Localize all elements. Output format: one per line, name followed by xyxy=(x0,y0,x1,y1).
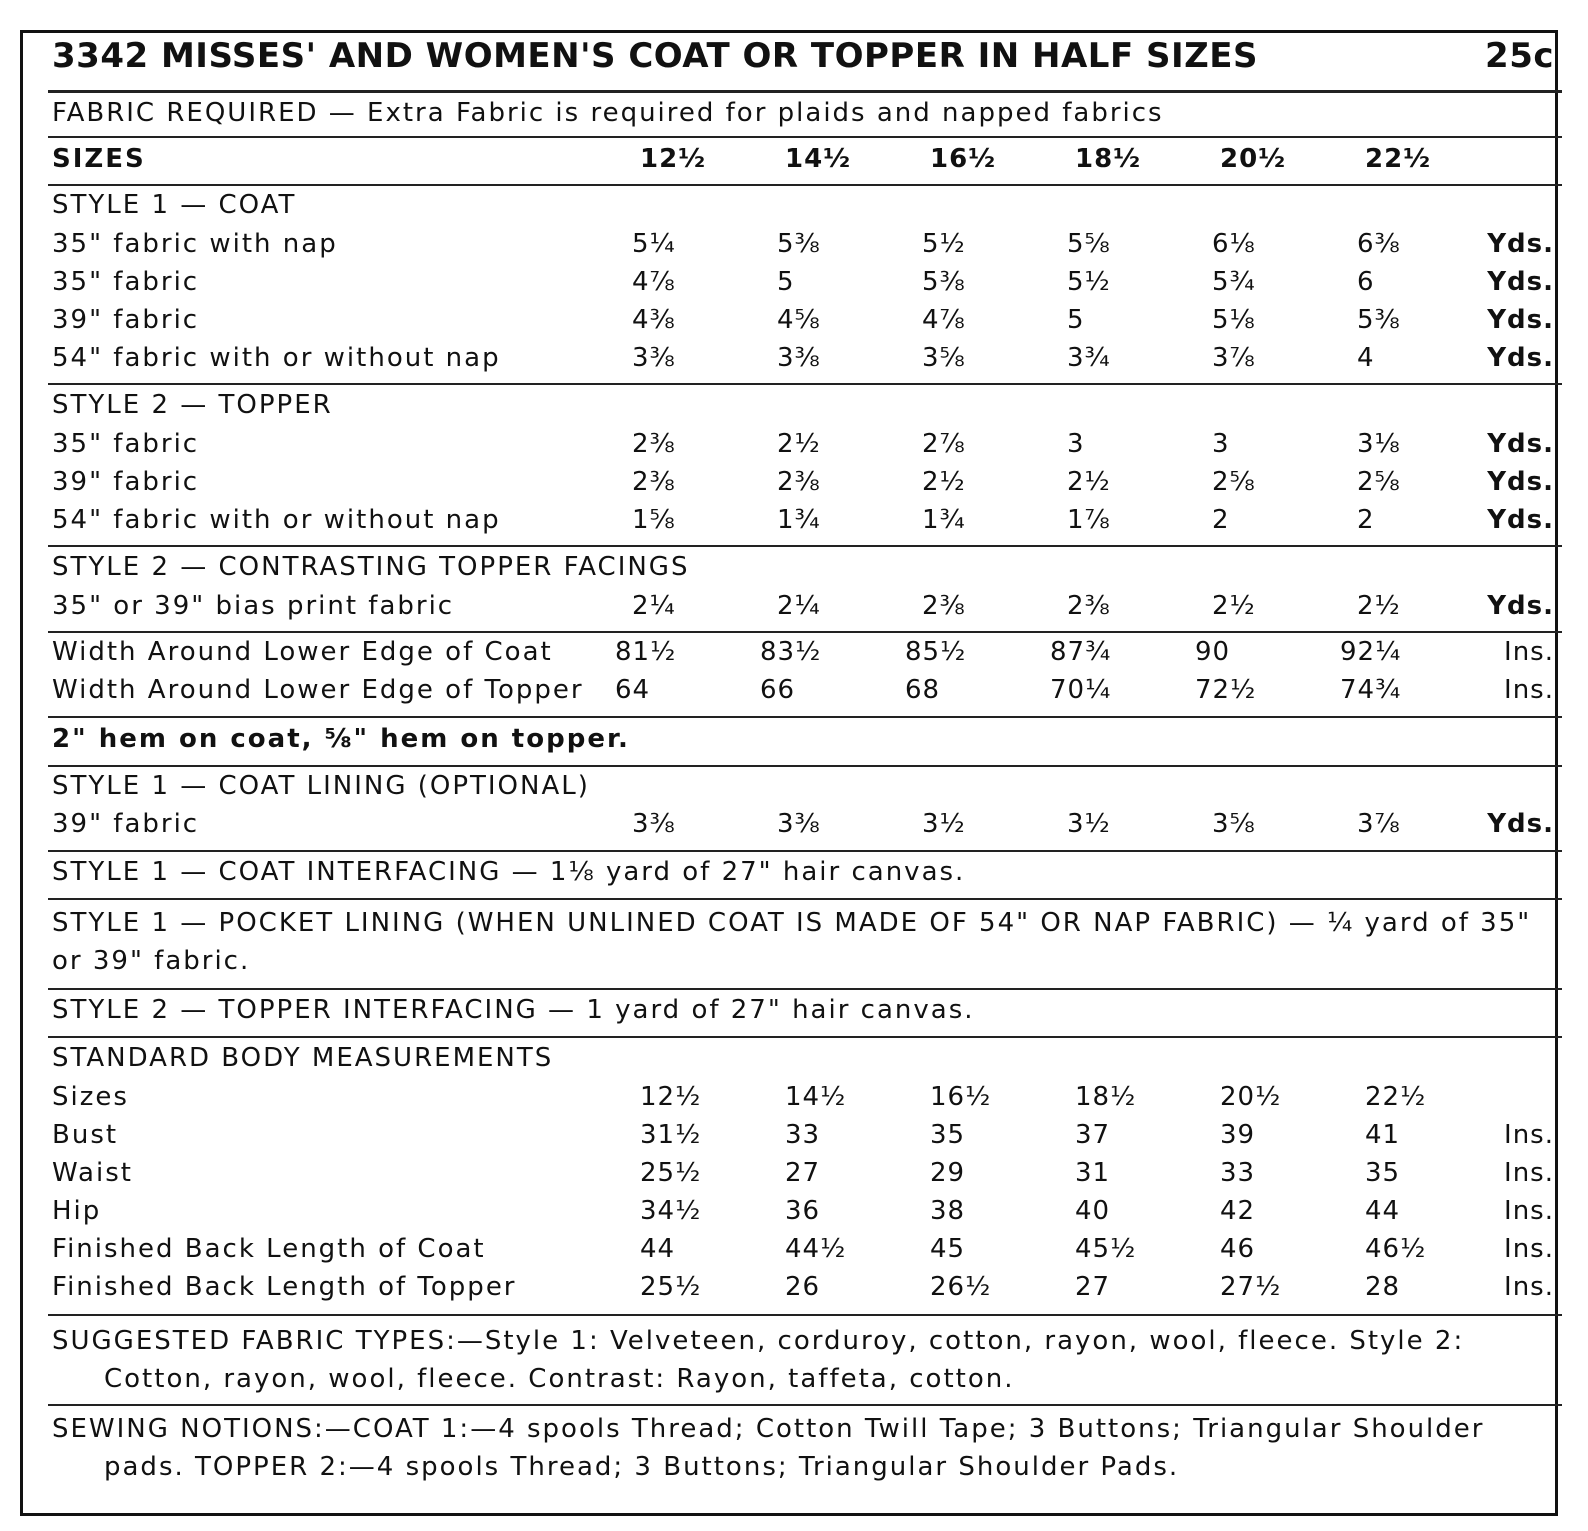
value-cell: 26 xyxy=(785,1272,821,1302)
divider xyxy=(48,765,1562,767)
width-row xyxy=(52,675,1554,709)
divider xyxy=(48,1314,1562,1316)
yardage-row xyxy=(52,343,1554,377)
pattern-title: 3342 MISSES' AND WOMEN'S COAT OR TOPPER IN HALF SIZES xyxy=(52,36,1259,76)
value-cell: 6 xyxy=(1357,267,1375,297)
divider xyxy=(48,90,1562,93)
sizes-header-row xyxy=(52,144,1554,178)
row-label: 35" or 39" bias print fabric xyxy=(52,591,455,621)
measurement-row xyxy=(52,1120,1554,1154)
value-cell: 35 xyxy=(1365,1158,1401,1188)
value-cell: 1⅞ xyxy=(1067,505,1111,535)
value-cell: 2½ xyxy=(1212,591,1256,621)
value-cell: 3⅜ xyxy=(777,809,821,839)
row-label: Finished Back Length of Coat xyxy=(52,1234,486,1264)
value-cell: 2¼ xyxy=(777,591,821,621)
yardage-row xyxy=(52,429,1554,463)
value-cell: 40 xyxy=(1075,1196,1111,1226)
value-cell: 12½ xyxy=(640,1082,702,1112)
value-cell: 64 xyxy=(615,675,651,705)
unit-label: Ins. xyxy=(1504,1272,1554,1302)
value-cell: 83½ xyxy=(760,637,822,667)
value-cell: 5⅛ xyxy=(1212,305,1256,335)
value-cell: 2⅞ xyxy=(922,429,966,459)
row-label: 39" fabric xyxy=(52,467,200,497)
yardage-row xyxy=(52,467,1554,501)
size-cell: 12½ xyxy=(640,144,707,174)
coat-interfacing-note: STYLE 1 — COAT INTERFACING — 1⅛ yard of 27" hair canvas. xyxy=(52,857,966,887)
width-row xyxy=(52,637,1554,671)
value-cell: 25½ xyxy=(640,1272,702,1302)
value-cell: 2¼ xyxy=(632,591,676,621)
unit-label: Yds. xyxy=(1487,809,1554,839)
value-cell: 1¾ xyxy=(777,505,821,535)
value-cell: 3¾ xyxy=(1067,343,1111,373)
suggested-fabrics-note: SUGGESTED FABRIC TYPES:—Style 1: Velveteen, corduroy, cotton, rayon, wool, fleece. Style 2: Cotton, rayon, wool, fleece. Contrast: Rayon, taffeta, cotton. xyxy=(52,1326,1465,1394)
value-cell: 5⅜ xyxy=(1357,305,1401,335)
divider xyxy=(48,850,1562,852)
value-cell: 4 xyxy=(1357,343,1375,373)
value-cell: 92¼ xyxy=(1340,637,1402,667)
value-cell: 85½ xyxy=(905,637,967,667)
value-cell: 5⅜ xyxy=(777,229,821,259)
value-cell: 2½ xyxy=(1067,467,1111,497)
unit-label: Yds. xyxy=(1487,343,1554,373)
fabric-required-note: FABRIC REQUIRED — Extra Fabric is required for plaids and napped fabrics xyxy=(52,98,1164,128)
sewing-notions-note: SEWING NOTIONS:—COAT 1:—4 spools Thread; Cotton Twill Tape; 3 Buttons; Triangular Shoulder pads. TOPPER 2:—4 spools Thread; 3 Buttons; Triangular Shoulder Pads. xyxy=(52,1414,1485,1482)
yardage-row xyxy=(52,267,1554,301)
measurement-row xyxy=(52,1196,1554,1230)
divider xyxy=(48,1036,1562,1038)
yardage-row xyxy=(52,229,1554,263)
sizes-label: SIZES xyxy=(52,144,146,174)
value-cell: 2½ xyxy=(777,429,821,459)
value-cell: 14½ xyxy=(785,1082,847,1112)
value-cell: 27 xyxy=(1075,1272,1111,1302)
value-cell: 1⅝ xyxy=(632,505,676,535)
value-cell: 3⅞ xyxy=(1212,343,1256,373)
row-label: Waist xyxy=(52,1158,133,1188)
value-cell: 5¾ xyxy=(1212,267,1256,297)
value-cell: 4⅝ xyxy=(777,305,821,335)
value-cell: 41 xyxy=(1365,1120,1401,1150)
value-cell: 3⅜ xyxy=(777,343,821,373)
value-cell: 38 xyxy=(930,1196,966,1226)
row-label: Bust xyxy=(52,1120,119,1150)
value-cell: 37 xyxy=(1075,1120,1111,1150)
value-cell: 46½ xyxy=(1365,1234,1427,1264)
divider xyxy=(48,184,1562,186)
value-cell: 74¾ xyxy=(1340,675,1402,705)
divider xyxy=(48,716,1562,718)
value-cell: 4⅞ xyxy=(922,305,966,335)
row-label: 35" fabric xyxy=(52,429,200,459)
measurement-row xyxy=(52,1158,1554,1192)
value-cell: 66 xyxy=(760,675,796,705)
size-cell: 20½ xyxy=(1220,144,1287,174)
value-cell: 3½ xyxy=(922,809,966,839)
size-cell: 22½ xyxy=(1365,144,1432,174)
value-cell: 42 xyxy=(1220,1196,1256,1226)
value-cell: 4⅞ xyxy=(632,267,676,297)
value-cell: 5 xyxy=(777,267,795,297)
hem-note: 2" hem on coat, ⅝" hem on topper. xyxy=(52,724,630,754)
row-label: 35" fabric xyxy=(52,267,200,297)
size-cell: 18½ xyxy=(1075,144,1142,174)
unit-label: Ins. xyxy=(1504,1196,1554,1226)
unit-label: Ins. xyxy=(1504,675,1554,705)
size-cell: 14½ xyxy=(785,144,852,174)
value-cell: 31½ xyxy=(640,1120,702,1150)
yardage-row xyxy=(52,305,1554,339)
row-label: Finished Back Length of Topper xyxy=(52,1272,517,1302)
value-cell: 27 xyxy=(785,1158,821,1188)
size-cell: 16½ xyxy=(930,144,997,174)
value-cell: 5⅜ xyxy=(922,267,966,297)
value-cell: 33 xyxy=(785,1120,821,1150)
value-cell: 5 xyxy=(1067,305,1085,335)
value-cell: 45½ xyxy=(1075,1234,1137,1264)
row-label: 39" fabric xyxy=(52,809,200,839)
value-cell: 5¼ xyxy=(632,229,676,259)
value-cell: 3⅜ xyxy=(632,343,676,373)
value-cell: 2⅝ xyxy=(1357,467,1401,497)
value-cell: 25½ xyxy=(640,1158,702,1188)
value-cell: 81½ xyxy=(615,637,677,667)
value-cell: 3⅞ xyxy=(1357,809,1401,839)
value-cell: 2⅝ xyxy=(1212,467,1256,497)
value-cell: 1¾ xyxy=(922,505,966,535)
unit-label: Yds. xyxy=(1487,505,1554,535)
unit-label: Ins. xyxy=(1504,1234,1554,1264)
value-cell: 70¼ xyxy=(1050,675,1112,705)
section-title: STYLE 2 — CONTRASTING TOPPER FACINGS xyxy=(52,552,690,582)
pattern-title-row xyxy=(52,36,1554,76)
value-cell: 18½ xyxy=(1075,1082,1137,1112)
yardage-row xyxy=(52,591,1554,625)
value-cell: 35 xyxy=(930,1120,966,1150)
yardage-row xyxy=(52,809,1554,843)
measurement-row xyxy=(52,1082,1554,1116)
row-label: 54" fabric with or without nap xyxy=(52,505,501,535)
value-cell: 27½ xyxy=(1220,1272,1282,1302)
unit-label: Ins. xyxy=(1504,1120,1554,1150)
measurement-row xyxy=(52,1234,1554,1268)
row-label: 35" fabric with nap xyxy=(52,229,338,259)
value-cell: 2½ xyxy=(1357,591,1401,621)
value-cell: 2⅜ xyxy=(1067,591,1111,621)
value-cell: 6⅜ xyxy=(1357,229,1401,259)
unit-label: Ins. xyxy=(1504,637,1554,667)
divider xyxy=(48,545,1562,547)
value-cell: 36 xyxy=(785,1196,821,1226)
yardage-row xyxy=(52,505,1554,539)
unit-label: Yds. xyxy=(1487,429,1554,459)
section-title: STYLE 1 — COAT LINING (OPTIONAL) xyxy=(52,771,590,801)
value-cell: 16½ xyxy=(930,1082,992,1112)
value-cell: 4⅜ xyxy=(632,305,676,335)
section-title: STYLE 2 — TOPPER xyxy=(52,390,333,420)
value-cell: 87¾ xyxy=(1050,637,1112,667)
value-cell: 2⅜ xyxy=(632,429,676,459)
divider xyxy=(48,898,1562,900)
value-cell: 28 xyxy=(1365,1272,1401,1302)
value-cell: 44 xyxy=(1365,1196,1401,1226)
row-label: Width Around Lower Edge of Topper xyxy=(52,675,584,705)
row-label: Hip xyxy=(52,1196,102,1226)
value-cell: 26½ xyxy=(930,1272,992,1302)
unit-label: Yds. xyxy=(1487,591,1554,621)
value-cell: 39 xyxy=(1220,1120,1256,1150)
value-cell: 2½ xyxy=(922,467,966,497)
value-cell: 34½ xyxy=(640,1196,702,1226)
value-cell: 5⅝ xyxy=(1067,229,1111,259)
divider xyxy=(48,631,1562,633)
value-cell: 2⅜ xyxy=(777,467,821,497)
value-cell: 90 xyxy=(1195,637,1231,667)
value-cell: 3⅜ xyxy=(632,809,676,839)
row-label: 39" fabric xyxy=(52,305,200,335)
value-cell: 2⅜ xyxy=(632,467,676,497)
measurement-row xyxy=(52,1272,1554,1306)
value-cell: 45 xyxy=(930,1234,966,1264)
topper-interfacing-note: STYLE 2 — TOPPER INTERFACING — 1 yard of 27" hair canvas. xyxy=(52,995,975,1025)
value-cell: 33 xyxy=(1220,1158,1256,1188)
value-cell: 72½ xyxy=(1195,675,1257,705)
divider xyxy=(48,988,1562,990)
divider xyxy=(48,1404,1562,1406)
value-cell: 29 xyxy=(930,1158,966,1188)
value-cell: 3 xyxy=(1067,429,1085,459)
pattern-price: 25c xyxy=(1485,36,1554,76)
row-label: Width Around Lower Edge of Coat xyxy=(52,637,553,667)
divider xyxy=(48,136,1562,138)
value-cell: 44 xyxy=(640,1234,676,1264)
value-cell: 6⅛ xyxy=(1212,229,1256,259)
value-cell: 2 xyxy=(1357,505,1375,535)
value-cell: 3 xyxy=(1212,429,1230,459)
value-cell: 22½ xyxy=(1365,1082,1427,1112)
pocket-lining-note: STYLE 1 — POCKET LINING (WHEN UNLINED COAT IS MADE OF 54" OR NAP FABRIC) — ¼ yard of 35" or 39" fabric. xyxy=(52,908,1532,976)
section-title: STYLE 1 — COAT xyxy=(52,190,297,220)
value-cell: 2⅜ xyxy=(922,591,966,621)
unit-label: Yds. xyxy=(1487,229,1554,259)
divider xyxy=(48,383,1562,385)
value-cell: 31 xyxy=(1075,1158,1111,1188)
value-cell: 3⅛ xyxy=(1357,429,1401,459)
value-cell: 44½ xyxy=(785,1234,847,1264)
row-label: Sizes xyxy=(52,1082,129,1112)
value-cell: 2 xyxy=(1212,505,1230,535)
unit-label: Yds. xyxy=(1487,305,1554,335)
value-cell: 5½ xyxy=(922,229,966,259)
value-cell: 3⅝ xyxy=(922,343,966,373)
value-cell: 46 xyxy=(1220,1234,1256,1264)
unit-label: Yds. xyxy=(1487,267,1554,297)
value-cell: 20½ xyxy=(1220,1082,1282,1112)
unit-label: Yds. xyxy=(1487,467,1554,497)
value-cell: 68 xyxy=(905,675,941,705)
row-label: 54" fabric with or without nap xyxy=(52,343,501,373)
value-cell: 3⅝ xyxy=(1212,809,1256,839)
section-title: STANDARD BODY MEASUREMENTS xyxy=(52,1043,554,1073)
unit-label: Ins. xyxy=(1504,1158,1554,1188)
value-cell: 3½ xyxy=(1067,809,1111,839)
value-cell: 5½ xyxy=(1067,267,1111,297)
